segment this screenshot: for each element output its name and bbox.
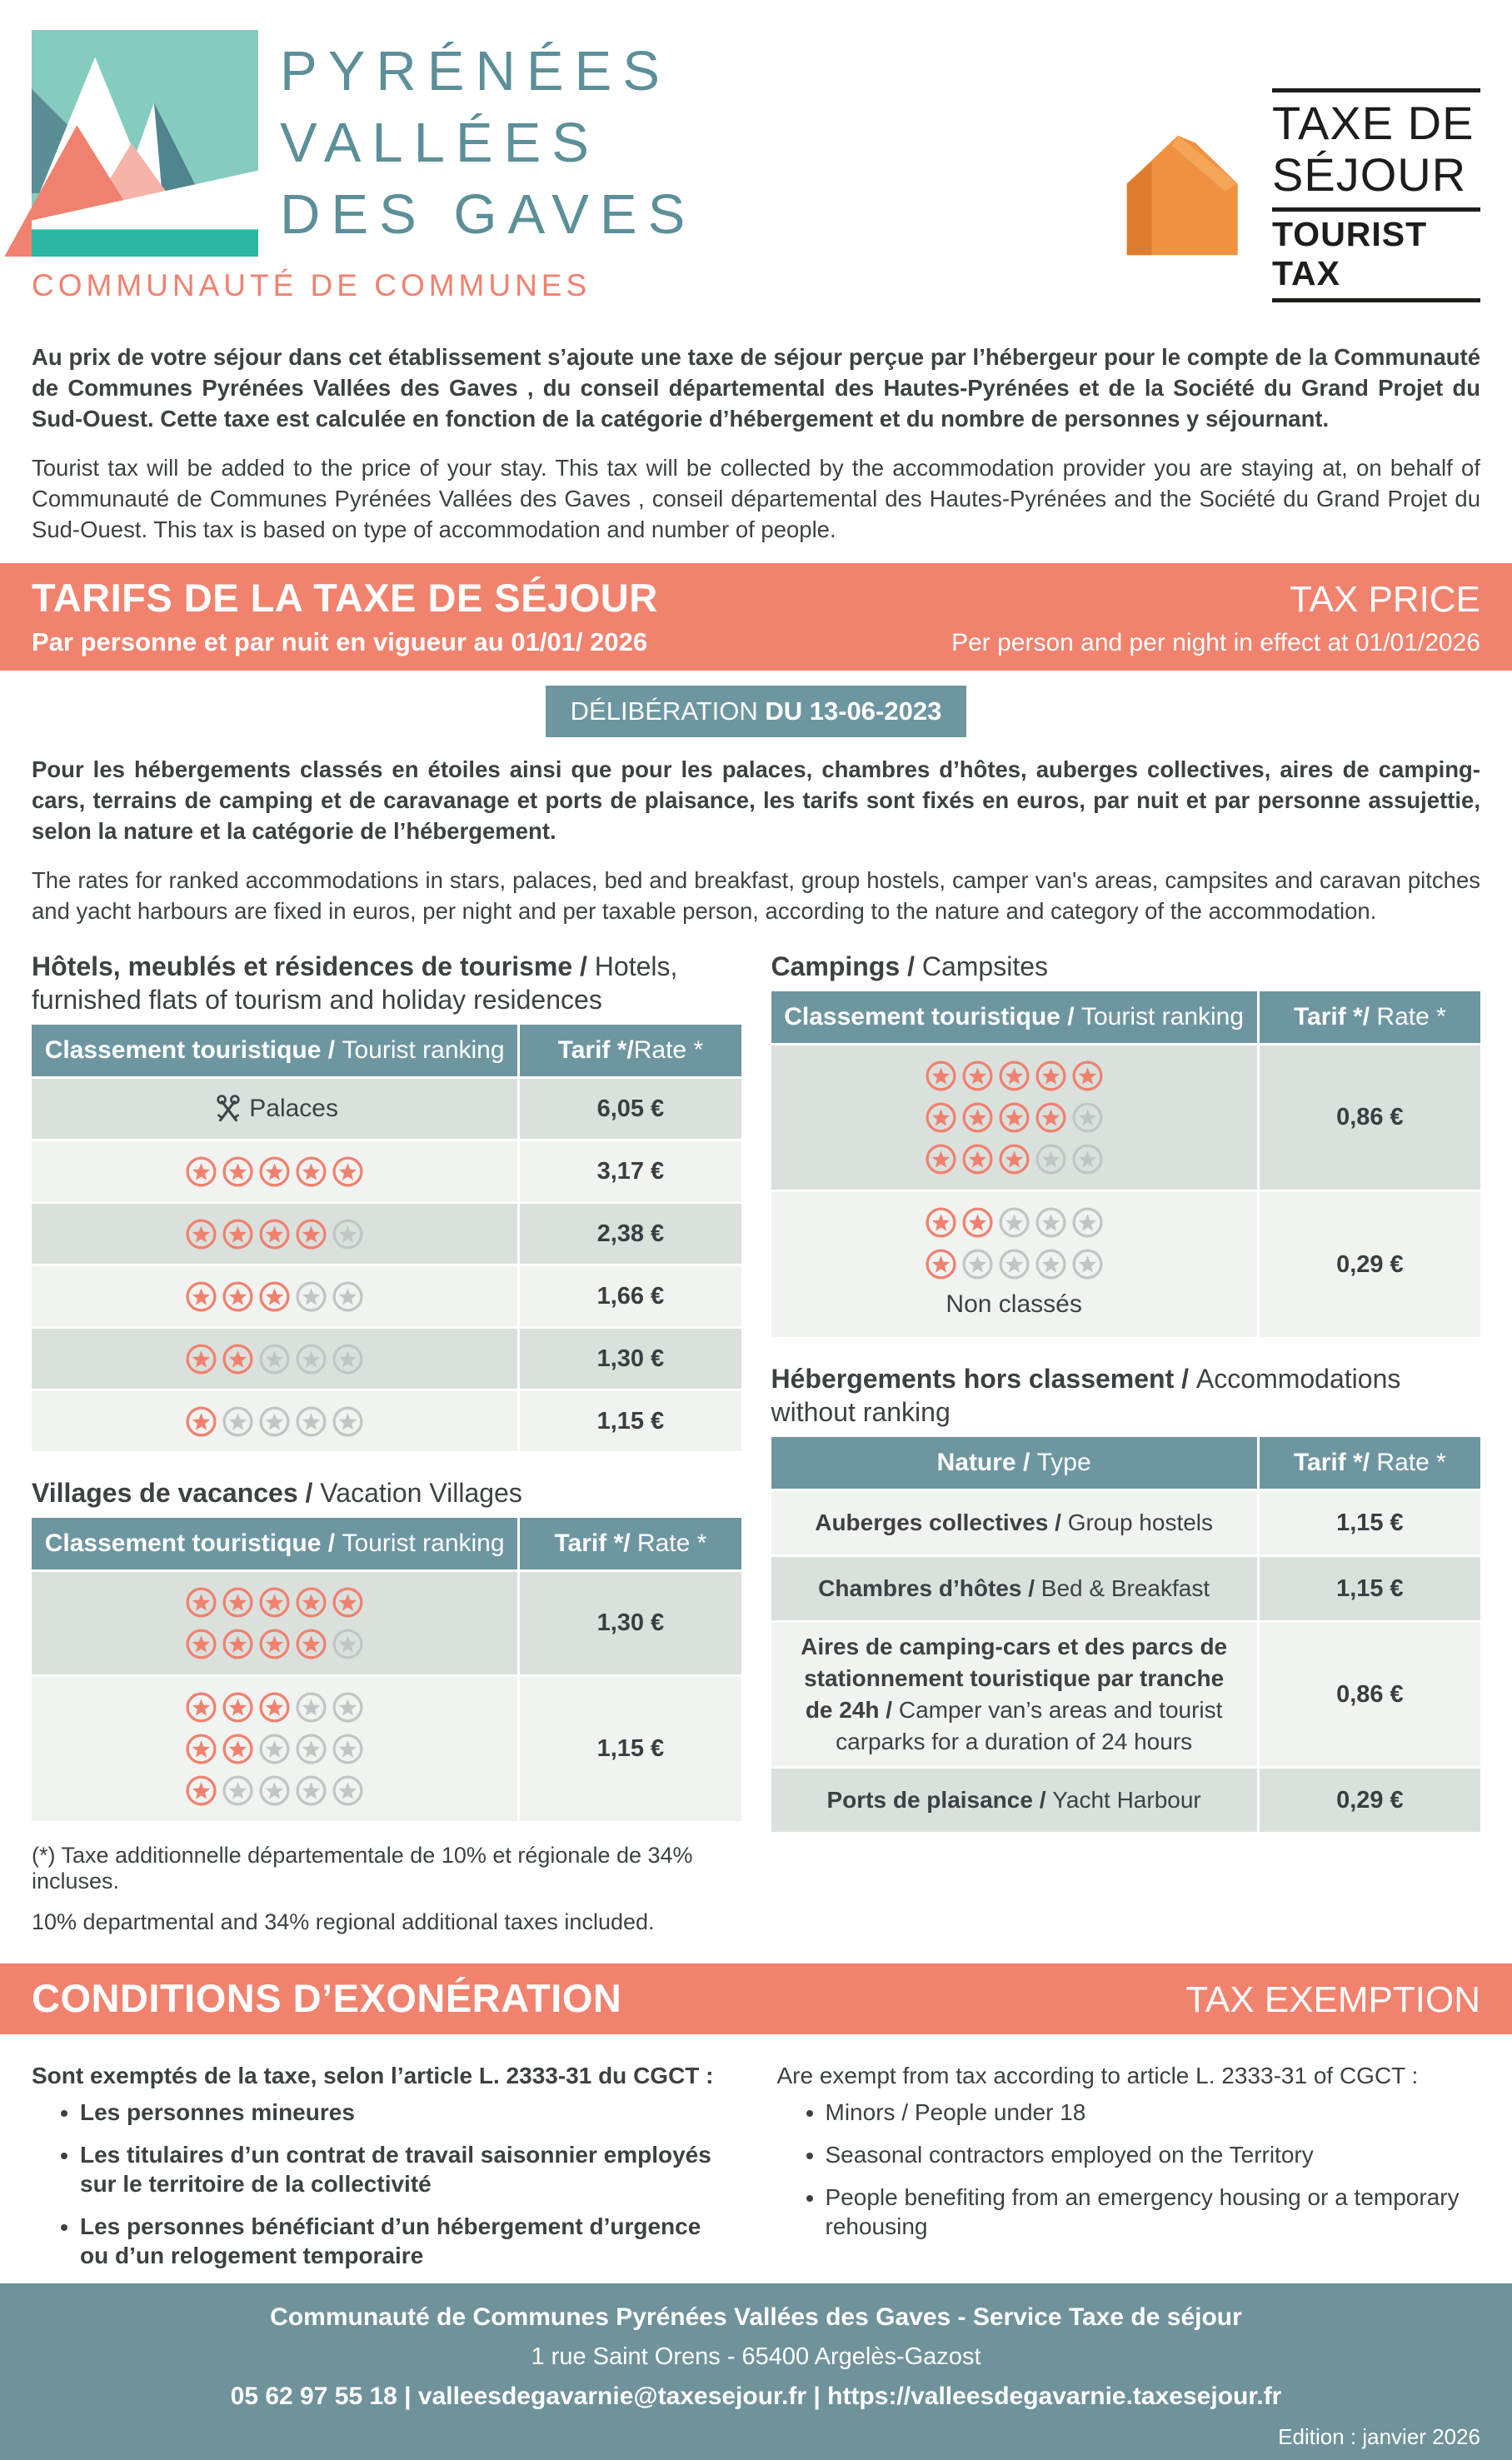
header [0, 0, 1512, 303]
rate-cell: 1,15 € [1257, 1491, 1480, 1554]
star-empty-icon [294, 1774, 328, 1808]
hotels-section-title: Hôtels, meublés et résidences de tourisme / Hotels, furnished flats of tourism and holiday residences [32, 951, 678, 1015]
star-filled-icon [924, 1100, 958, 1135]
hotels-table-header [32, 1025, 741, 1076]
footer [0, 2283, 1512, 2460]
tax-logo-line1: TAXE DE [1272, 97, 1475, 149]
star-filled-icon [924, 1059, 958, 1093]
tariffs-banner [0, 563, 1512, 671]
header-cell-rate: Tarif */ Rate * [517, 1518, 741, 1569]
star-rating [924, 1100, 1105, 1135]
star-filled-icon [184, 1690, 218, 1724]
ranking-cell [32, 1572, 517, 1674]
star-filled-icon [961, 1142, 995, 1176]
star-filled-icon [184, 1585, 218, 1619]
star-empty-icon [1034, 1205, 1068, 1240]
star-filled-icon [294, 1155, 328, 1189]
star-filled-icon [184, 1405, 218, 1439]
exemption-title-fr: CONDITIONS D’EXONÉRATION [32, 1976, 622, 2020]
exemption-item: • Minors / People under 18 [826, 2098, 1481, 2127]
star-empty-icon [1034, 1247, 1068, 1281]
star-filled-icon [1034, 1059, 1068, 1093]
table-group-row [32, 1569, 741, 1674]
campings-table-header [771, 991, 1481, 1043]
rate-cell: 0,29 € [1257, 1769, 1480, 1832]
banner-title-fr: TARIFS DE LA TAXE DE SÉJOUR [32, 576, 658, 620]
logo-line: VALLÉES [280, 112, 600, 174]
nature-cell: Ports de plaisance / Yacht Harbour [826, 1787, 1201, 1813]
star-rating [924, 1205, 1105, 1240]
nature-cell: Chambres d’hôtes / Bed & Breakfast [818, 1575, 1210, 1601]
star-filled-icon [257, 1217, 292, 1251]
exemption-intro-en: Are exempt from tax according to article L. 2333-31 of CGCT : [776, 2063, 1419, 2088]
star-empty-icon [1070, 1100, 1105, 1135]
header-cell-ranking: Classement touristique / Tourist ranking [784, 1003, 1245, 1030]
star-empty-icon [997, 1205, 1031, 1240]
star-filled-icon [294, 1627, 328, 1661]
ranking-cell [32, 1079, 517, 1139]
exemption-intro-fr: Sont exemptés de la taxe, selon l’article L. 2333-31 du CGCT : [32, 2063, 714, 2088]
table-row [32, 1201, 741, 1264]
star-empty-icon [331, 1627, 365, 1661]
table-row [32, 1389, 741, 1451]
unranked-table [771, 1437, 1481, 1832]
star-filled-icon [997, 1059, 1031, 1093]
footnote-en: 10% departmental and 34% regional additional taxes included. [32, 1909, 655, 1934]
intro-section [0, 342, 1512, 563]
table-group-row [771, 1043, 1481, 1190]
star-empty-icon [294, 1342, 328, 1376]
rate-cell: 1,30 € [517, 1572, 741, 1674]
logo-line: DES GAVES [280, 183, 696, 246]
non-classes-label: Non classés [946, 1290, 1082, 1318]
communaute-logo-wordmark [280, 30, 696, 257]
star-rating [184, 1774, 365, 1808]
star-empty-icon [331, 1690, 365, 1724]
star-filled-icon [331, 1585, 365, 1619]
star-filled-icon [257, 1280, 292, 1314]
villages-section-title: Villages de vacances / Vacation Villages [32, 1478, 522, 1508]
star-filled-icon [294, 1585, 328, 1619]
communaute-logo-subtitle: COMMUNAUTÉ DE COMMUNES [32, 268, 591, 302]
table-group-row [771, 1190, 1481, 1337]
star-empty-icon [331, 1342, 365, 1376]
deliberation-label: DÉLIBÉRATION [570, 696, 766, 726]
star-filled-icon [997, 1142, 1031, 1176]
star-filled-icon [221, 1280, 255, 1314]
deliberation-date: DU 13-06-2023 [765, 696, 942, 726]
table-row [771, 1554, 1481, 1620]
star-filled-icon [997, 1100, 1031, 1135]
star-filled-icon [221, 1585, 255, 1619]
star-filled-icon [184, 1217, 218, 1251]
table-row [771, 1489, 1481, 1554]
star-filled-icon [184, 1280, 218, 1314]
rate-cell: 2,38 € [517, 1204, 741, 1264]
unranked-table-header [771, 1437, 1481, 1489]
deliberation-badge [546, 686, 967, 737]
crossed-keys-icon [211, 1091, 246, 1126]
ranking-cell [771, 1045, 1257, 1190]
ranking-cell [32, 1329, 517, 1389]
table-row [32, 1076, 741, 1139]
banner-subtitle-fr: Par personne et par nuit en vigueur au 01/01/ 2026 [32, 627, 648, 656]
rate-cell: 1,66 € [517, 1266, 741, 1326]
tourist-tax-wordmark [1272, 88, 1480, 302]
rate-cell: 6,05 € [517, 1079, 741, 1139]
star-filled-icon [961, 1100, 995, 1135]
star-empty-icon [294, 1690, 328, 1724]
rule [1272, 298, 1480, 302]
rate-cell: 0,86 € [1257, 1045, 1480, 1190]
rate-cell: 3,17 € [517, 1141, 741, 1201]
star-filled-icon [1070, 1059, 1105, 1093]
communaute-logo [32, 30, 696, 303]
table-group-row [32, 1674, 741, 1821]
header-cell-ranking: Classement touristique / Tourist ranking [44, 1036, 505, 1064]
campings-table [771, 991, 1481, 1337]
villages-table [32, 1518, 741, 1821]
rate-cell: 0,29 € [1257, 1192, 1480, 1337]
exemption-en [777, 2063, 1481, 2283]
table-row [771, 1766, 1481, 1832]
ranking-cell [32, 1266, 517, 1326]
star-rating [184, 1690, 365, 1724]
star-filled-icon [961, 1059, 995, 1093]
star-filled-icon [257, 1585, 292, 1619]
star-rating [184, 1732, 365, 1766]
rate-cell: 0,86 € [1257, 1623, 1480, 1766]
exemption-banner [0, 1964, 1512, 2034]
footer-address: 1 rue Saint Orens - 65400 Argelès-Gazost [531, 2343, 981, 2370]
star-rating [924, 1059, 1105, 1093]
star-empty-icon [1034, 1142, 1068, 1176]
star-rating [184, 1342, 365, 1376]
hotels-table [32, 1025, 741, 1451]
exemption-item: • People benefiting from an emergency housing or a temporary rehousing [826, 2183, 1481, 2241]
star-rating [184, 1217, 365, 1251]
footer-edition: Edition : janvier 2026 [1278, 2424, 1480, 2449]
star-empty-icon [331, 1280, 365, 1314]
ranking-cell [32, 1141, 517, 1201]
ranking-cell [32, 1204, 517, 1264]
intro-paragraph-fr: Au prix de votre séjour dans cet établissement s’ajoute une taxe de séjour perçue par l’hébergeur pour le compte de la Communauté de Communes Pyrénées Vallées des Gaves , du conseil départemental des Hautes-Pyrénées et de la Société du Grand Projet du Sud-Ouest. Cette taxe est calculée en fonction de la catégorie d’hébergement et du nombre de personnes y séjournant. [32, 344, 1480, 432]
nature-cell: Auberges collectives / Group hostels [815, 1509, 1214, 1535]
tax-logo-line2: SÉJOUR [1272, 148, 1467, 201]
rates-intro-section [0, 754, 1512, 945]
rates-paragraph-en: The rates for ranked accommodations in stars, palaces, bed and breakfast, group hostels, camper van's areas, campsites and caravan pitches and yacht harbours are fixed in euros, per night and per taxable person, according to the nature and category of the accommodation. [32, 867, 1480, 924]
unranked-section-title: Hébergements hors classement / Accommodations without ranking [771, 1364, 1401, 1427]
star-rating [184, 1280, 365, 1314]
banner-subtitle-en: Per person and per night in effect at 01/01/2026 [951, 629, 1480, 656]
star-filled-icon [924, 1205, 958, 1240]
table-row [32, 1264, 741, 1326]
star-filled-icon [294, 1217, 328, 1251]
table-row [32, 1139, 741, 1201]
nature-cell: Aires de camping-cars et des parcs de stationnement touristique par tranche de 24h / Camper van’s areas and tourist carparks for a duration of 24 hours [801, 1634, 1228, 1754]
star-empty-icon [331, 1732, 365, 1766]
star-filled-icon [184, 1627, 218, 1661]
star-empty-icon [257, 1732, 292, 1766]
table-row [32, 1326, 741, 1389]
exemption-content [0, 2034, 1512, 2283]
star-empty-icon [257, 1342, 292, 1376]
footer-contact: 05 62 97 55 18 | valleesdegavarnie@taxesejour.fr | https://valleesdegavarnie.taxesejour.fr [230, 2383, 1282, 2410]
star-filled-icon [961, 1205, 995, 1240]
star-rating [184, 1155, 365, 1189]
star-filled-icon [924, 1247, 958, 1281]
ranking-cell [32, 1677, 517, 1821]
star-empty-icon [294, 1280, 328, 1314]
star-empty-icon [331, 1405, 365, 1439]
exemption-item: • Les titulaires d’un contrat de travail saisonnier employés sur le territoire de la collectivité [80, 2140, 736, 2198]
star-filled-icon [221, 1732, 255, 1766]
exemption-fr [32, 2063, 736, 2283]
star-filled-icon [221, 1690, 255, 1724]
exemption-item: • Les personnes bénéficiant d’un hébergement d’urgence ou d’un relogement temporaire [80, 2212, 736, 2270]
header-cell-ranking: Classement touristique / Tourist ranking [44, 1529, 505, 1557]
rate-cell: 1,30 € [517, 1329, 741, 1389]
rate-cell: 1,15 € [1257, 1557, 1480, 1620]
star-filled-icon [184, 1342, 218, 1376]
banner-title-en: TAX PRICE [1289, 579, 1480, 620]
header-cell-nature: Nature / Type [936, 1449, 1091, 1476]
orange-house-icon [1108, 122, 1254, 268]
star-empty-icon [1070, 1142, 1105, 1176]
star-filled-icon [257, 1690, 292, 1724]
star-empty-icon [331, 1217, 365, 1251]
star-empty-icon [997, 1247, 1031, 1281]
star-rating [184, 1585, 365, 1619]
footnote-fr: (*) Taxe additionnelle départementale de 10% et régionale de 34% incluses. [32, 1843, 693, 1894]
star-empty-icon [1070, 1205, 1105, 1240]
star-filled-icon [221, 1155, 255, 1189]
star-filled-icon [221, 1627, 255, 1661]
rate-cell: 1,15 € [517, 1677, 741, 1821]
star-empty-icon [961, 1247, 995, 1281]
rate-cell: 1,15 € [517, 1391, 741, 1451]
mountains-logo-icon [32, 30, 258, 257]
star-filled-icon [1034, 1100, 1068, 1135]
intro-paragraph-en: Tourist tax will be added to the price of your stay. This tax will be collected by the accommodation provider you are staying at, on behalf of Communauté de Communes Pyrénées Vallées des Gaves , conseil départemental des Hautes-Pyrénées and the Société du Grand Projet du Sud-Ouest. This tax is based on type of accommodation and number of people. [32, 455, 1480, 542]
star-empty-icon [331, 1774, 365, 1808]
star-filled-icon [221, 1342, 255, 1376]
tables-columns [0, 950, 1512, 1935]
star-empty-icon [294, 1405, 328, 1439]
star-filled-icon [257, 1155, 292, 1189]
exemption-title-en: TAX EXEMPTION [1185, 1979, 1480, 2020]
header-cell-rate: Tarif */Rate * [517, 1025, 741, 1076]
star-empty-icon [1070, 1247, 1105, 1281]
tourist-tax-logo [1108, 88, 1480, 302]
star-empty-icon [221, 1774, 255, 1808]
footer-service-name: Communauté de Communes Pyrénées Vallées des Gaves - Service Taxe de séjour [270, 2303, 1242, 2331]
campings-section-title: Campings / Campsites [771, 951, 1049, 981]
ranking-cell [32, 1391, 517, 1451]
star-filled-icon [924, 1142, 958, 1176]
logo-line: PYRÉNÉES [280, 40, 671, 102]
header-cell-rate: Tarif */ Rate * [1257, 991, 1480, 1043]
star-rating [924, 1247, 1105, 1281]
rates-paragraph-fr: Pour les hébergements classés en étoiles ainsi que pour les palaces, chambres d’hôtes, auberges collectives, aires de camping-cars, terrains de camping et de caravanage et ports de plaisance, les tarifs sont fixés en euros, par nuit et par personne assujettie, selon la nature et la catégorie de l’hébergement. [32, 756, 1480, 844]
star-filled-icon [184, 1774, 218, 1808]
tax-logo-line3: TOURIST TAX [1272, 215, 1428, 292]
star-filled-icon [184, 1155, 218, 1189]
left-column [32, 950, 741, 1935]
star-empty-icon [257, 1774, 292, 1808]
exemption-item: • Seasonal contractors employed on the Territory [826, 2140, 1481, 2169]
header-cell-rate: Tarif */ Rate * [1257, 1437, 1480, 1489]
exemption-item: • Les personnes mineures [80, 2098, 736, 2127]
villages-table-header [32, 1518, 741, 1569]
star-rating [184, 1405, 365, 1439]
star-filled-icon [257, 1627, 292, 1661]
star-empty-icon [294, 1732, 328, 1766]
star-empty-icon [257, 1405, 292, 1439]
star-empty-icon [221, 1405, 255, 1439]
star-filled-icon [331, 1155, 365, 1189]
palaces-label: Palaces [211, 1091, 338, 1126]
right-column [771, 950, 1481, 1935]
ranking-cell [771, 1192, 1257, 1337]
star-filled-icon [221, 1217, 255, 1251]
table-row [771, 1620, 1481, 1766]
star-rating [924, 1142, 1105, 1176]
star-rating [184, 1627, 365, 1661]
star-filled-icon [184, 1732, 218, 1766]
